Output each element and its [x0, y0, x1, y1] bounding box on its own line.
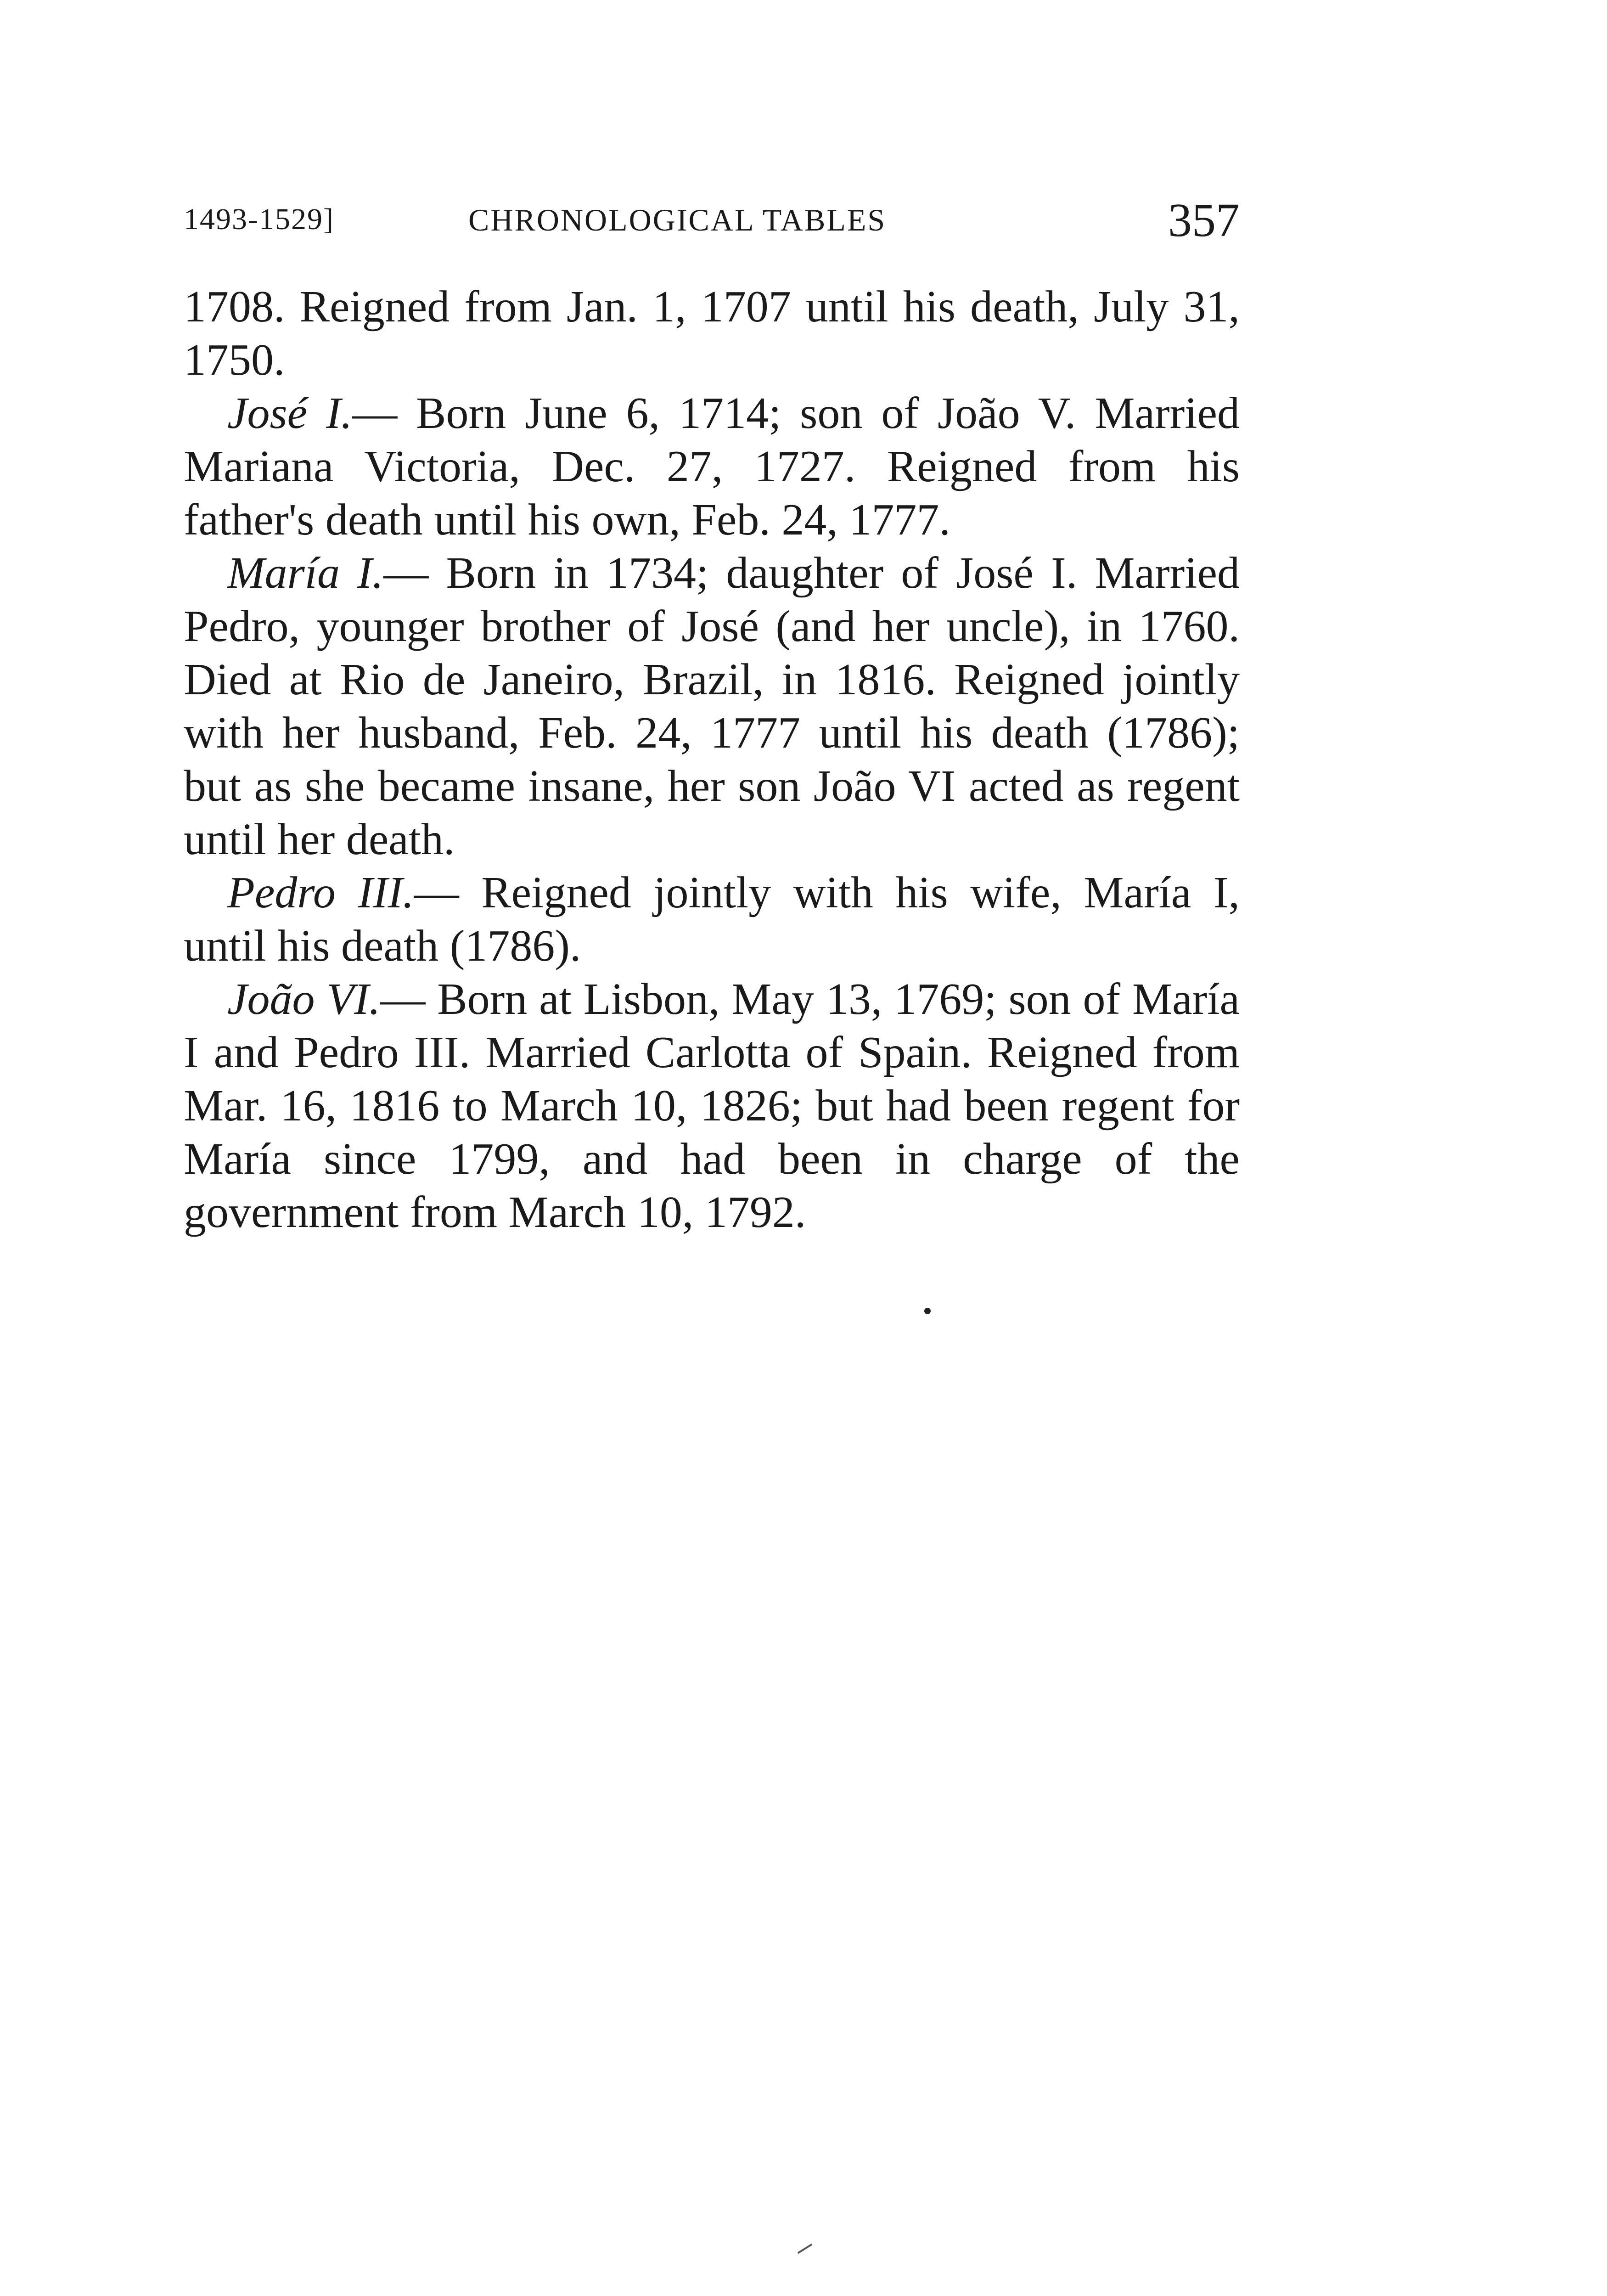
entry-name: María I.	[227, 548, 384, 598]
entry-maria-i	[184, 546, 1240, 866]
running-header	[184, 193, 1240, 248]
entry-name: José I.	[227, 388, 353, 438]
ink-dot	[924, 1308, 931, 1314]
entry-jose-i	[184, 387, 1240, 546]
entry-text: — Born at Lisbon, May 13, 1769; son of María I and Pedro III. Married Carlotta of Spain. Reigned from Mar. 16, 1816 to March 10, 1826; but had been regent for María since 1799, and had been in charge of the government from March 10, 1792.	[184, 974, 1240, 1237]
body-text	[184, 280, 1240, 1239]
header-title: CHRONOLOGICAL TABLES	[468, 203, 887, 237]
entry-name: João VI.	[227, 974, 381, 1024]
ink-mark	[798, 2244, 813, 2254]
entry-pedro-iii	[184, 866, 1240, 973]
header-date-range: 1493-1529]	[184, 203, 334, 236]
entry-text: — Born June 6, 1714; son of João V. Married Mariana Victoria, Dec. 27, 1727. Reigned from his father's death until his own, Feb. 24, 1777.	[184, 388, 1240, 545]
entry-joao-vi	[184, 973, 1240, 1239]
entry-text: — Born in 1734; daughter of José I. Married Pedro, younger brother of José (and her uncle), in 1760. Died at Rio de Janeiro, Brazil, in 1816. Reigned jointly with her husband, Feb. 24, 1777 until his death (1786); but as she became insane, her son João VI acted as regent until her death.	[184, 548, 1240, 864]
entry-text: 1708. Reigned from Jan. 1, 1707 until his death, July 31, 1750.	[184, 282, 1240, 385]
entry-continuation	[184, 280, 1240, 387]
entry-name: Pedro III.	[227, 868, 414, 917]
entry-text: — Reigned jointly with his wife, María I, until his death (1786).	[184, 868, 1240, 971]
page-number: 357	[1168, 194, 1240, 247]
